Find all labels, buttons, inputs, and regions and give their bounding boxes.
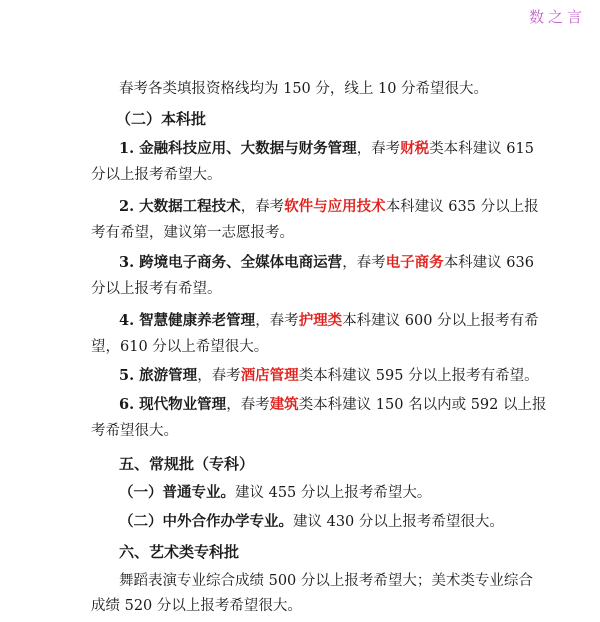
item-1-highlight: 财税 [400,140,430,157]
item-2-highlight: 软件与应用技术 [284,198,386,215]
item-3-line-2: 分以上报考有希望。 [91,281,222,297]
item-6-title: 6. 现代物业管理 [119,396,227,413]
item-1-line-1 [119,139,534,159]
sub-1-title: （一）普通专业。 [119,484,235,501]
art-paragraph-line-2: 成绩 520 分以上报考希望很大。 [91,598,302,614]
item-6-mid: ，春考 [226,397,270,413]
item-6-line-2: 考希望很大。 [91,423,178,439]
item-2-line-1 [119,197,539,217]
item-1-title: 1. 金融科技应用、大数据与财务管理 [119,140,357,157]
item-3-mid: ，春考 [342,255,386,271]
section-heading-regular: 五、常规批（专科） [119,455,255,473]
sub-2-line [119,512,504,532]
sub-1-rest: 建议 455 分以上报考希望大。 [235,485,432,501]
item-3-rest: 本科建议 636 [443,255,534,271]
item-1-line-2: 分以上报考希望大。 [91,167,222,183]
item-6-highlight: 建筑 [269,396,299,413]
sub-2-rest: 建议 430 分以上报考希望很大。 [293,514,504,530]
section-heading-art: 六、艺术类专科批 [119,543,240,561]
item-3-highlight: 电子商务 [385,254,444,271]
item-5-title: 5. 旅游管理 [119,367,198,384]
item-2-mid: ，春考 [240,199,285,215]
item-3-title: 3. 跨境电子商务、全媒体电商运营 [119,254,343,271]
item-2-line-2: 考有希望，建议第一志愿报考。 [91,225,294,241]
item-5-mid: ，春考 [197,368,241,384]
watermark-logo: 数之言 [528,8,586,26]
item-4-title: 4. 智慧健康养老管理 [119,312,256,329]
item-4-highlight: 护理类 [298,312,343,329]
art-paragraph-line-1: 舞蹈表演专业综合成绩 500 分以上报考希望大；美术类专业综合 [119,573,533,589]
sub-2-title: （二）中外合作办学专业。 [119,513,293,530]
item-5-rest: 类本科建议 595 分以上报考有希望。 [298,368,539,384]
item-3-line-1 [119,253,534,273]
item-4-line-2: 望，610 分以上希望很大。 [91,339,269,355]
item-1-mid: ，春考 [356,141,401,157]
item-6-line-1 [119,395,546,415]
intro-paragraph: 春考各类填报资格线均为 150 分，线上 10 分希望很大。 [119,81,489,97]
item-2-rest: 本科建议 635 分以上报 [385,199,539,215]
item-4-line-1 [119,311,539,331]
sub-1-line [119,483,431,503]
item-4-rest: 本科建议 600 分以上报考有希 [342,313,539,329]
item-5-line-1 [119,366,539,386]
item-2-title: 2. 大数据工程技术 [119,198,241,215]
section-heading-undergrad: （二）本科批 [116,110,207,128]
item-6-rest: 类本科建议 150 名以内或 592 以上报 [298,397,547,413]
item-5-highlight: 酒店管理 [240,367,299,384]
item-1-rest: 类本科建议 615 [429,141,534,157]
item-4-mid: ，春考 [255,313,299,329]
